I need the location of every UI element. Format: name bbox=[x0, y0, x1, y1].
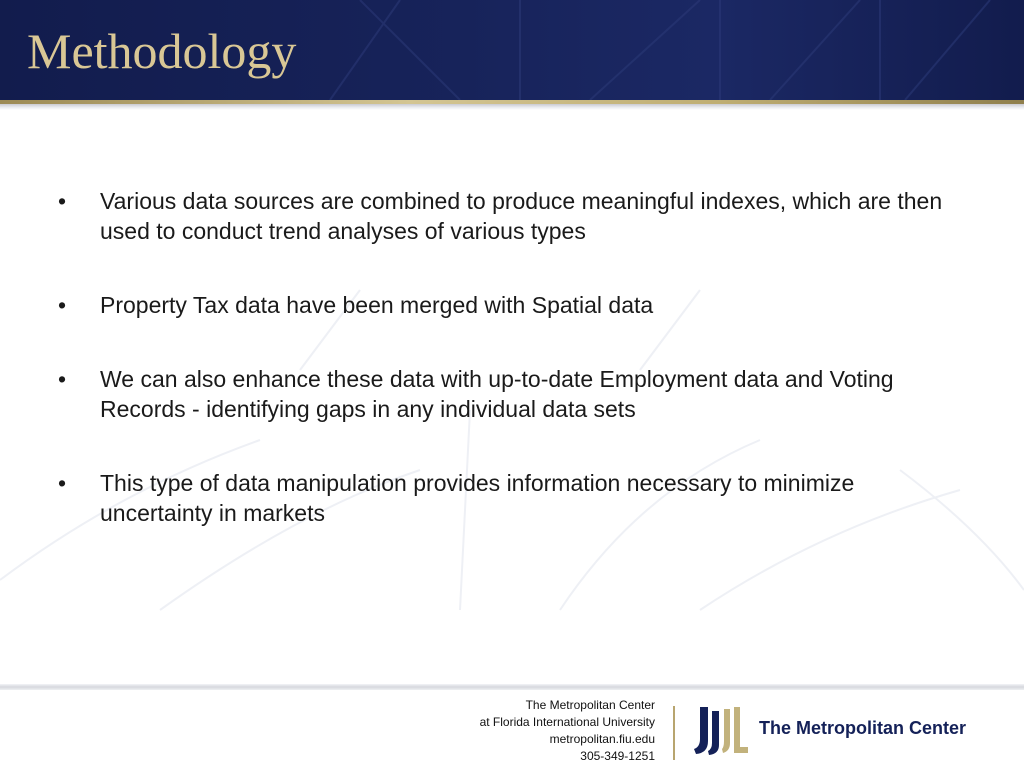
metropolitan-center-logo-icon bbox=[690, 705, 752, 757]
footer-affiliation-line: at Florida International University bbox=[479, 715, 655, 729]
bullet-marker: • bbox=[58, 470, 67, 496]
logo-wordmark: The Metropolitan Center bbox=[759, 718, 967, 738]
bullet-text: We can also enhance these data with up-to-date Employment data and Voting Records - identifying gaps in any individual data sets bbox=[100, 366, 894, 422]
bullet-item-3 bbox=[58, 364, 958, 424]
bullet-text: This type of data manipulation provides information necessary to minimize uncertainty in markets bbox=[100, 470, 855, 526]
footer-rule bbox=[0, 684, 1024, 690]
footer-org-line: The Metropolitan Center bbox=[525, 698, 655, 712]
footer-phone: 305-349-1251 bbox=[580, 749, 655, 763]
bullet-marker: • bbox=[58, 292, 67, 318]
footer-website-link[interactable]: metropolitan.fiu.edu bbox=[549, 732, 655, 746]
bullet-item-4 bbox=[58, 468, 958, 528]
bullet-item-2 bbox=[58, 290, 958, 320]
footer-divider bbox=[673, 706, 675, 760]
header-band bbox=[0, 0, 1024, 100]
bullet-list bbox=[58, 186, 958, 572]
bullet-item-1 bbox=[58, 186, 958, 246]
slide-title: Methodology bbox=[27, 23, 297, 79]
footer-contact bbox=[480, 697, 655, 765]
bullet-marker: • bbox=[58, 366, 67, 392]
bullet-text: Property Tax data have been merged with Spatial data bbox=[100, 292, 654, 318]
bullet-marker: • bbox=[58, 188, 67, 214]
bullet-text: Various data sources are combined to produce meaningful indexes, which are then used to conduct trend analyses of various types bbox=[100, 188, 943, 244]
